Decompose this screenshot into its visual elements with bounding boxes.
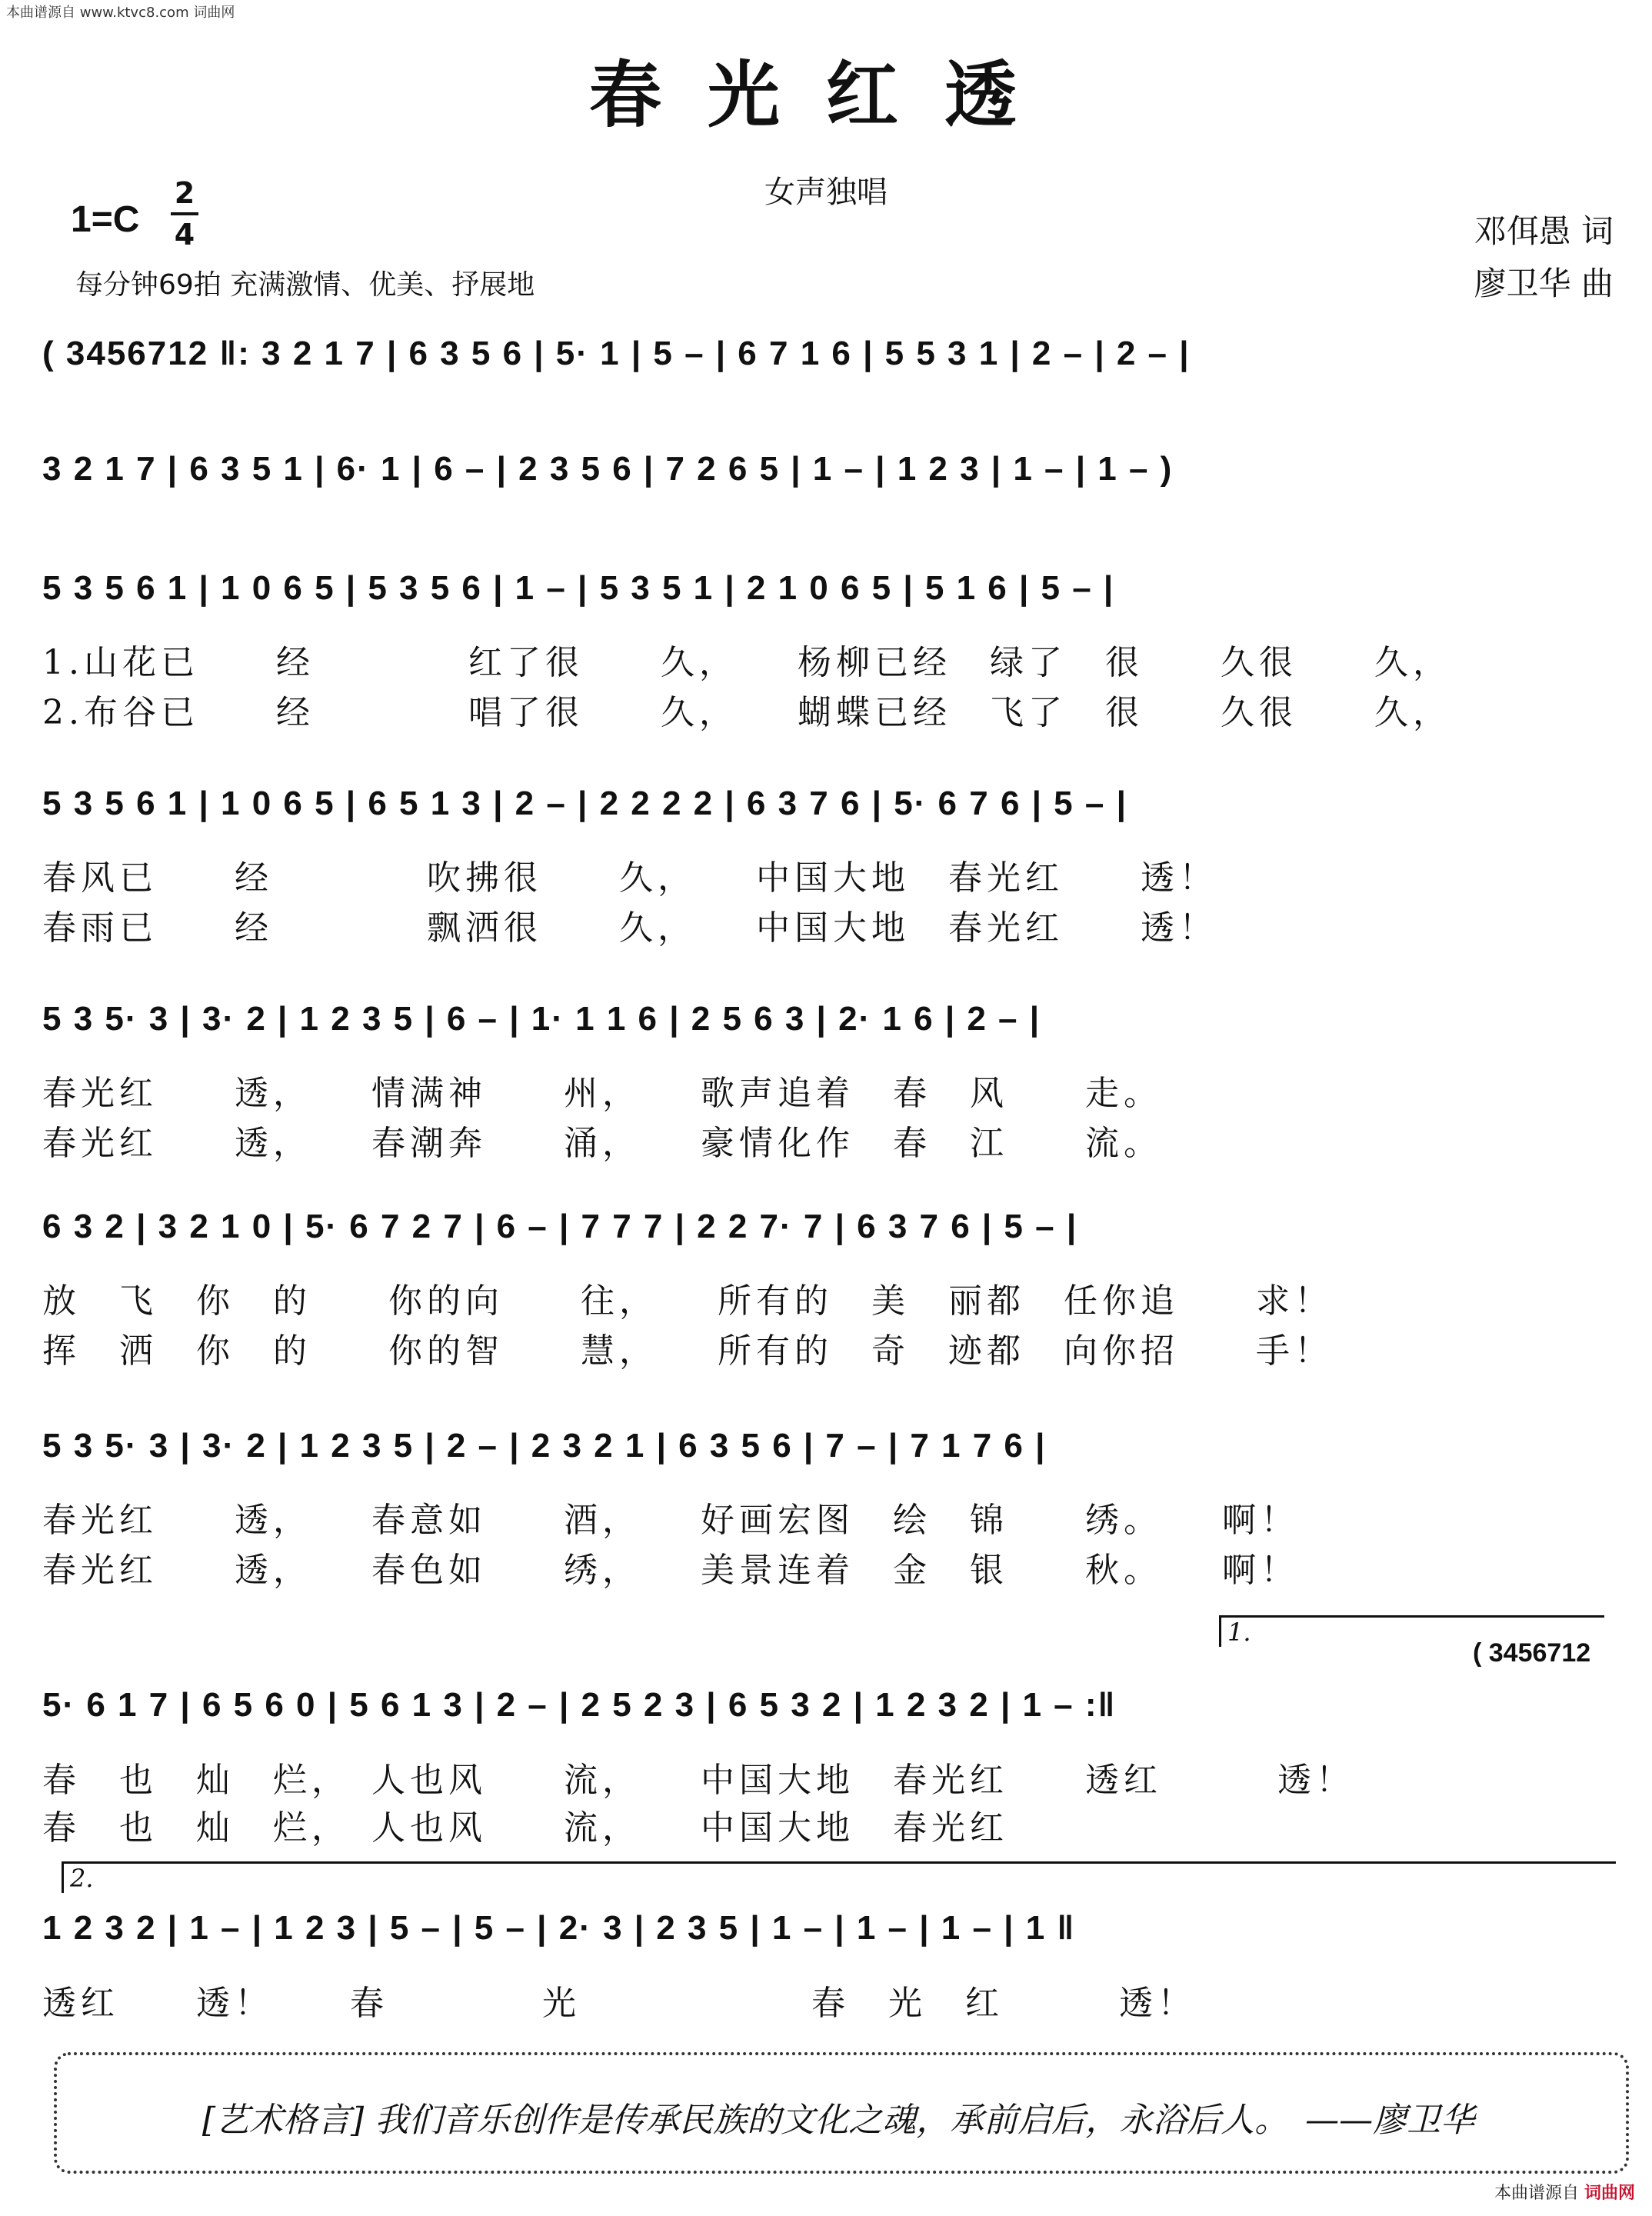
- notation-line: 6 3 2 | 3 2 1 0 | 5· 6 7 2 7 | 6 – | 7 7 7 | 2 2 7· 7 | 6 3 7 6 | 5 – |: [42, 1208, 1078, 1245]
- lyrics-verse-1: 春 也 灿 烂， 人也风 流， 中国大地 春光红 透红 透！: [42, 1761, 1354, 1800]
- score-system-2: [42, 450, 1615, 519]
- performance-note: 女声独唱: [764, 175, 888, 210]
- lyrics-verse-1: 春光红 透， 春意如 酒， 好画宏图 绘 锦 绣。 啊！: [42, 1501, 1299, 1540]
- score-system-5: [42, 1000, 1615, 1177]
- score-system-9: [42, 1861, 1615, 2023]
- lyrics-verse-2: 春 也 灿 烂， 人也风 流， 中国大地 春光红: [42, 1808, 1008, 1848]
- pickup-figure: ( 3456712: [1473, 1638, 1591, 1668]
- watermark-bottom-prefix: 本曲谱源自: [1494, 2184, 1579, 2203]
- notation-line: 5· 6 1 7 | 6 5 6 0 | 5 6 1 3 | 2 – | 2 5 2 3 | 6 5 3 2 | 1 2 3 2 | 1 – :‖: [42, 1686, 1117, 1724]
- notation-line: ( 3456712 ‖: 3 2 1 7 | 6 3 5 6 | 5· 1 | 5 – | 6 7 1 6 | 5 5 3 1 | 2 – | 2 – |: [42, 335, 1191, 372]
- score-system-3: [42, 569, 1615, 746]
- lyrics-verse-2: 挥 洒 你 的 你的智 慧， 所有的 奇 迹都 向你招 手！: [42, 1331, 1333, 1371]
- score-system-4: [42, 785, 1615, 961]
- first-ending-bracket: 1.: [1219, 1615, 1604, 1647]
- lyrics-verse-1: 春风已 经 吹拂很 久， 中国大地 春光红 透！: [42, 858, 1217, 898]
- score-system-7: [42, 1427, 1615, 1604]
- score-system-1: [42, 335, 1615, 404]
- lyrics-verse-1: 透红 透！ 春 光 春 光 红 透！: [42, 1984, 1196, 2023]
- score-system-6: [42, 1208, 1615, 1385]
- watermark-bottom-site: 词曲网: [1584, 2184, 1635, 2203]
- second-ending-bracket: 2.: [62, 1861, 1616, 1893]
- notation-line: 5 3 5· 3 | 3· 2 | 1 2 3 5 | 2 – | 2 3 2 1 | 6 3 5 6 | 7 – | 7 1 7 6 |: [42, 1427, 1047, 1465]
- lyrics-verse-2: 春雨已 经 飘洒很 久， 中国大地 春光红 透！: [42, 908, 1217, 948]
- lyricist-credit: 邓佴愚 词: [1474, 212, 1614, 250]
- time-signature-top: 2: [171, 174, 198, 215]
- composer-credit: 廖卫华 曲: [1474, 265, 1614, 302]
- lyrics-verse-2: 2.布谷已 经 唱了很 久， 蝴蝶已经 飞了 很 久很 久，: [42, 693, 1451, 732]
- notation-line: 5 3 5· 3 | 3· 2 | 1 2 3 5 | 6 – | 1· 1 1 6 | 2 5 6 3 | 2· 1 6 | 2 – |: [42, 1000, 1041, 1038]
- lyrics-verse-2: 春光红 透， 春色如 绣， 美景连着 金 银 秋。 啊！: [42, 1551, 1299, 1590]
- notation-line: 1 2 3 2 | 1 – | 1 2 3 | 5 – | 5 – | 2· 3 | 2 3 5 | 1 – | 1 – | 1 – | 1 ‖: [42, 1909, 1076, 1947]
- watermark-top: 本曲谱源自 www.ktvc8.com 词曲网: [6, 5, 235, 21]
- time-signature: [171, 174, 198, 254]
- lyrics-verse-2: 春光红 透， 春潮奔 涌， 豪情化作 春 江 流。: [42, 1124, 1162, 1163]
- notation-line: 5 3 5 6 1 | 1 0 6 5 | 6 5 1 3 | 2 – | 2 2 2 2 | 6 3 7 6 | 5· 6 7 6 | 5 – |: [42, 785, 1127, 822]
- notation-line: 5 3 5 6 1 | 1 0 6 5 | 5 3 5 6 | 1 – | 5 3 5 1 | 2 1 0 6 5 | 5 1 6 | 5 – |: [42, 569, 1115, 607]
- lyrics-verse-1: 春光红 透， 情满神 州， 歌声追着 春 风 走。: [42, 1074, 1162, 1113]
- notation-line: 3 2 1 7 | 6 3 5 1 | 6· 1 | 6 – | 2 3 5 6 | 7 2 6 5 | 1 – | 1 2 3 | 1 – | 1 – ): [42, 450, 1174, 488]
- time-signature-bottom: 4: [174, 218, 195, 252]
- lyrics-verse-1: 放 飞 你 的 你的向 往， 所有的 美 丽都 任你追 求！: [42, 1281, 1333, 1321]
- lyrics-verse-1: 1.山花已 经 红了很 久， 杨柳已经 绿了 很 久很 久，: [42, 643, 1451, 682]
- key-signature: 1=C: [71, 199, 140, 240]
- tempo-marking: 每分钟69拍 充满激情、优美、抒展地: [75, 269, 535, 301]
- watermark-bottom: [1494, 2180, 1635, 2204]
- song-title: 春光红透: [588, 53, 1063, 138]
- art-motto: [艺术格言] 我们音乐创作是传承民族的文化之魂，承前启后，永浴后人。 ——廖卫华: [202, 2101, 1475, 2140]
- score-system-8: [42, 1615, 1615, 1848]
